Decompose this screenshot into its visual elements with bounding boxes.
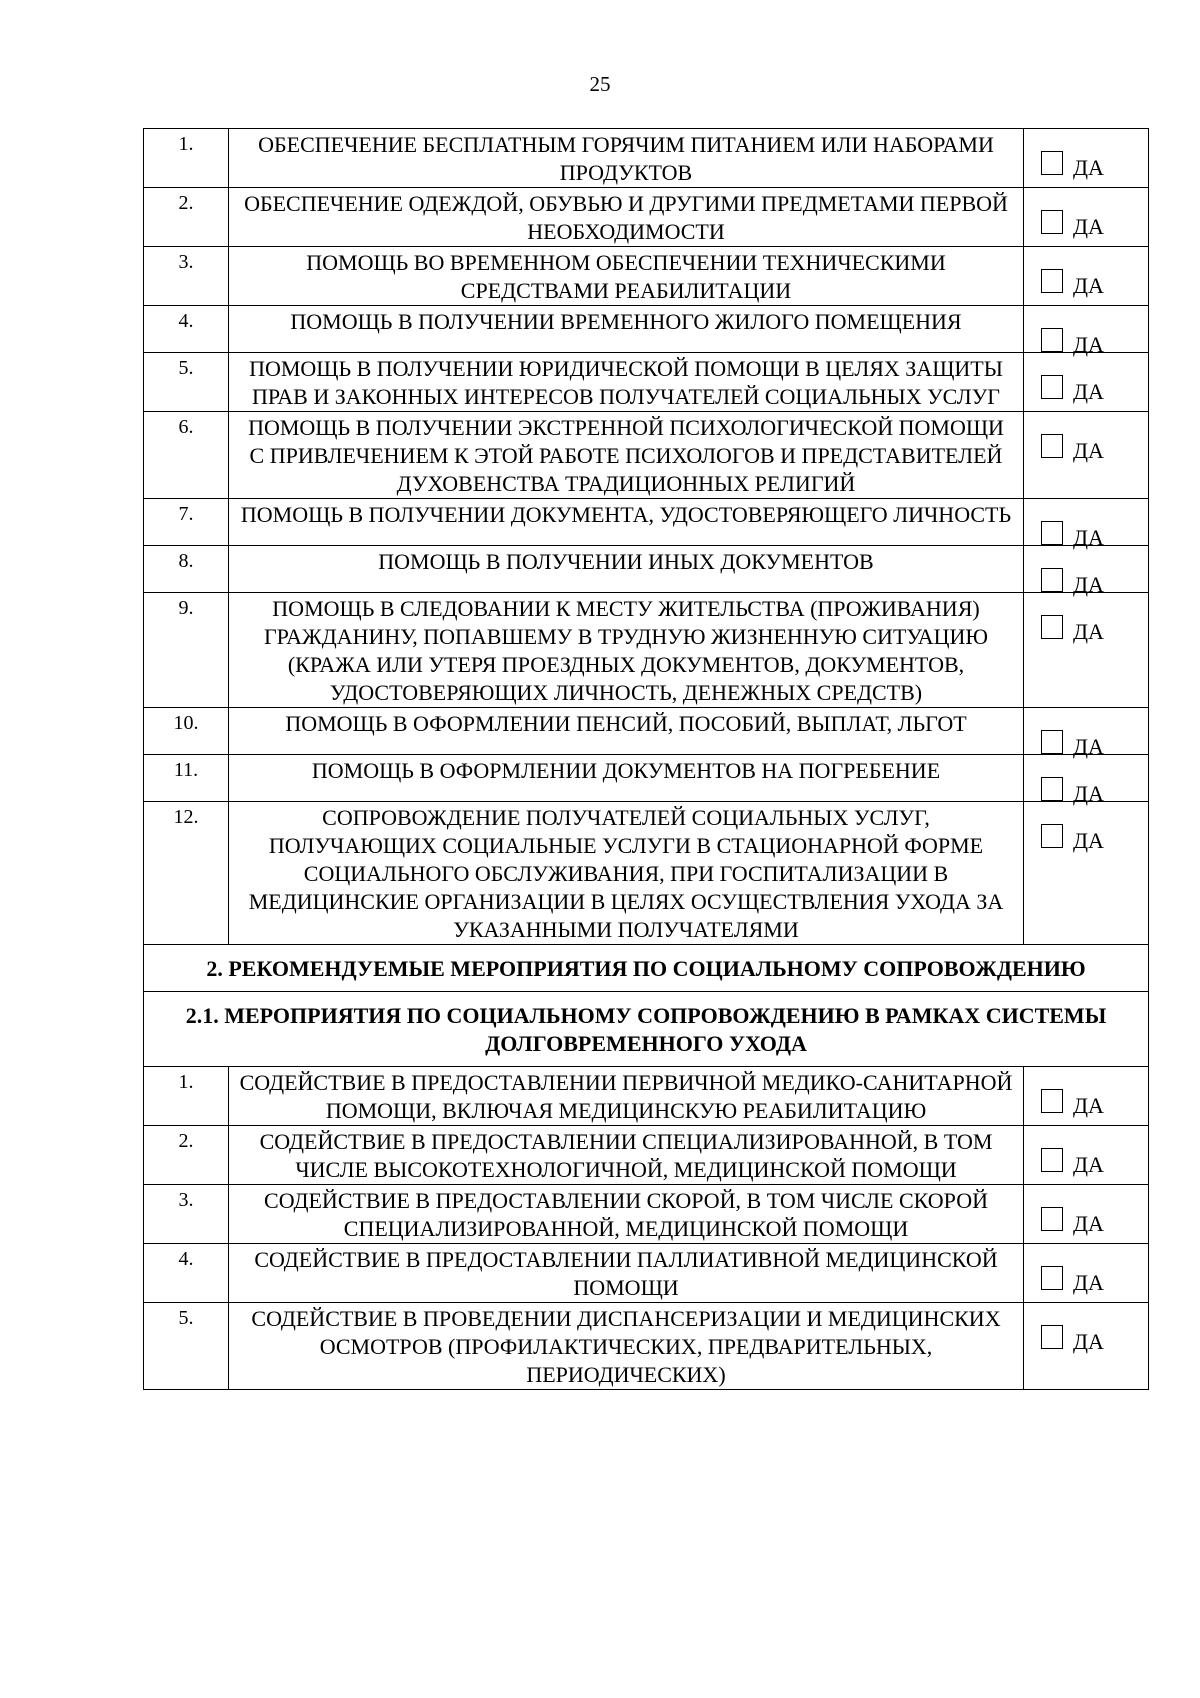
- service-description: ОБЕСПЕЧЕНИЕ БЕСПЛАТНЫМ ГОРЯЧИМ ПИТАНИЕМ ИЛИ НАБОРАМИ ПРОДУКТОВ: [229, 129, 1024, 188]
- table-row: [144, 708, 1149, 755]
- yes-checkbox-group: [1024, 188, 1148, 239]
- table-row: [144, 353, 1149, 412]
- yes-checkbox[interactable]: [1041, 269, 1063, 293]
- yes-checkbox-group: [1024, 1303, 1148, 1354]
- table-row: [144, 1244, 1149, 1303]
- table-row: [144, 129, 1149, 188]
- service-description: СОДЕЙСТВИЕ В ПРЕДОСТАВЛЕНИИ ПЕРВИЧНОЙ МЕДИКО-САНИТАРНОЙ ПОМОЩИ, ВКЛЮЧАЯ МЕДИЦИНСКУЮ РЕАБИЛИТАЦИЮ: [229, 1067, 1024, 1126]
- table-row: [144, 1126, 1149, 1185]
- row-number: 3.: [144, 247, 229, 306]
- yes-checkbox-cell: [1024, 593, 1149, 708]
- row-number: 5.: [144, 353, 229, 412]
- yes-checkbox[interactable]: [1041, 777, 1063, 801]
- row-number: 1.: [144, 1067, 229, 1126]
- yes-checkbox-label: ДА: [1073, 1329, 1104, 1354]
- yes-checkbox-cell: [1024, 129, 1149, 188]
- yes-checkbox-cell: [1024, 188, 1149, 247]
- yes-checkbox-group: [1024, 708, 1148, 759]
- row-number: 6.: [144, 412, 229, 499]
- yes-checkbox[interactable]: [1041, 521, 1063, 545]
- yes-checkbox[interactable]: [1041, 824, 1063, 848]
- yes-checkbox-cell: [1024, 247, 1149, 306]
- service-description: ПОМОЩЬ В ПОЛУЧЕНИИ ДОКУМЕНТА, УДОСТОВЕРЯЮЩЕГО ЛИЧНОСТЬ: [229, 499, 1024, 546]
- yes-checkbox-label: ДА: [1073, 379, 1104, 404]
- yes-checkbox-cell: [1024, 1126, 1149, 1185]
- service-description: ПОМОЩЬ В СЛЕДОВАНИИ К МЕСТУ ЖИТЕЛЬСТВА (ПРОЖИВАНИЯ) ГРАЖДАНИНУ, ПОПАВШЕМУ В ТРУДНУЮ ЖИЗНЕННУЮ СИТУАЦИЮ (КРАЖА ИЛИ УТЕРЯ ПРОЕЗДНЫХ ДОКУМЕНТОВ, ДОКУМЕНТОВ, УДОСТОВЕРЯЮЩИХ ЛИЧНОСТЬ, ДЕНЕЖНЫХ СРЕДСТВ): [229, 593, 1024, 708]
- yes-checkbox-label: ДА: [1073, 332, 1104, 357]
- yes-checkbox[interactable]: [1041, 210, 1063, 234]
- service-description: ПОМОЩЬ В ПОЛУЧЕНИИ ИНЫХ ДОКУМЕНТОВ: [229, 546, 1024, 593]
- section-b-rows: [144, 1067, 1149, 1390]
- service-description: ОБЕСПЕЧЕНИЕ ОДЕЖДОЙ, ОБУВЬЮ И ДРУГИМИ ПРЕДМЕТАМИ ПЕРВОЙ НЕОБХОДИМОСТИ: [229, 188, 1024, 247]
- yes-checkbox-cell: [1024, 755, 1149, 806]
- service-description: ПОМОЩЬ ВО ВРЕМЕННОМ ОБЕСПЕЧЕНИИ ТЕХНИЧЕСКИМИ СРЕДСТВАМИ РЕАБИЛИТАЦИИ: [229, 247, 1024, 306]
- yes-checkbox-cell: [1024, 499, 1149, 550]
- yes-checkbox[interactable]: [1041, 1207, 1063, 1231]
- yes-checkbox-group: [1024, 412, 1148, 463]
- yes-checkbox-cell: [1024, 802, 1149, 945]
- yes-checkbox-label: ДА: [1073, 1211, 1104, 1236]
- yes-checkbox-group: [1024, 1185, 1148, 1236]
- service-description: СОПРОВОЖДЕНИЕ ПОЛУЧАТЕЛЕЙ СОЦИАЛЬНЫХ УСЛУГ, ПОЛУЧАЮЩИХ СОЦИАЛЬНЫЕ УСЛУГИ В СТАЦИОНАРНОЙ ФОРМЕ СОЦИАЛЬНОГО ОБСЛУЖИВАНИЯ, ПРИ ГОСПИТАЛИЗАЦИИ В МЕДИЦИНСКИЕ ОРГАНИЗАЦИИ В ЦЕЛЯХ ОСУЩЕСТВЛЕНИЯ УХОДА ЗА УКАЗАННЫМИ ПОЛУЧАТЕЛЯМИ: [229, 802, 1024, 945]
- table-row: [144, 306, 1149, 353]
- service-description: ПОМОЩЬ В ОФОРМЛЕНИИ ПЕНСИЙ, ПОСОБИЙ, ВЫПЛАТ, ЛЬГОТ: [229, 708, 1024, 755]
- table-row: [144, 247, 1149, 306]
- yes-checkbox-label: ДА: [1073, 734, 1104, 759]
- row-number: 11.: [144, 755, 229, 802]
- service-description: СОДЕЙСТВИЕ В ПРЕДОСТАВЛЕНИИ СПЕЦИАЛИЗИРОВАННОЙ, В ТОМ ЧИСЛЕ ВЫСОКОТЕХНОЛОГИЧНОЙ, МЕДИЦИНСКОЙ ПОМОЩИ: [229, 1126, 1024, 1185]
- yes-checkbox-group: [1024, 755, 1148, 806]
- table-row: [144, 1185, 1149, 1244]
- row-number: 12.: [144, 802, 229, 945]
- yes-checkbox-label: ДА: [1073, 273, 1104, 298]
- yes-checkbox-cell: [1024, 1244, 1149, 1303]
- services-table: [143, 128, 1149, 1390]
- yes-checkbox-cell: [1024, 546, 1149, 597]
- table-row: [144, 499, 1149, 546]
- table-row: [144, 802, 1149, 945]
- section2-title: 2. РЕКОМЕНДУЕМЫЕ МЕРОПРИЯТИЯ ПО СОЦИАЛЬНОМУ СОПРОВОЖДЕНИЮ: [144, 945, 1149, 992]
- yes-checkbox-group: [1024, 1126, 1148, 1177]
- table-row: [144, 546, 1149, 593]
- yes-checkbox[interactable]: [1041, 328, 1063, 352]
- yes-checkbox[interactable]: [1041, 615, 1063, 639]
- yes-checkbox-group: [1024, 499, 1148, 550]
- yes-checkbox-cell: [1024, 412, 1149, 499]
- yes-checkbox-cell: [1024, 353, 1149, 412]
- yes-checkbox-label: ДА: [1073, 525, 1104, 550]
- yes-checkbox-group: [1024, 247, 1148, 298]
- yes-checkbox-label: ДА: [1073, 619, 1104, 644]
- yes-checkbox-cell: [1024, 1067, 1149, 1126]
- yes-checkbox-cell: [1024, 1185, 1149, 1244]
- row-number: 9.: [144, 593, 229, 708]
- section-headers: [144, 945, 1149, 1067]
- yes-checkbox-cell: [1024, 306, 1149, 357]
- service-description: СОДЕЙСТВИЕ В ПРЕДОСТАВЛЕНИИ СКОРОЙ, В ТОМ ЧИСЛЕ СКОРОЙ СПЕЦИАЛИЗИРОВАННОЙ, МЕДИЦИНСКОЙ ПОМОЩИ: [229, 1185, 1024, 1244]
- row-number: 5.: [144, 1303, 229, 1390]
- row-number: 2.: [144, 1126, 229, 1185]
- yes-checkbox-group: [1024, 1244, 1148, 1295]
- yes-checkbox[interactable]: [1041, 730, 1063, 754]
- service-description: ПОМОЩЬ В ОФОРМЛЕНИИ ДОКУМЕНТОВ НА ПОГРЕБЕНИЕ: [229, 755, 1024, 802]
- table-row: [144, 1303, 1149, 1390]
- yes-checkbox-label: ДА: [1073, 572, 1104, 597]
- yes-checkbox[interactable]: [1041, 568, 1063, 592]
- table-row: [144, 188, 1149, 247]
- row-number: 2.: [144, 188, 229, 247]
- yes-checkbox-cell: [1024, 708, 1149, 759]
- yes-checkbox-label: ДА: [1073, 1093, 1104, 1118]
- service-description: СОДЕЙСТВИЕ В ПРЕДОСТАВЛЕНИИ ПАЛЛИАТИВНОЙ МЕДИЦИНСКОЙ ПОМОЩИ: [229, 1244, 1024, 1303]
- row-number: 3.: [144, 1185, 229, 1244]
- yes-checkbox-group: [1024, 306, 1148, 357]
- yes-checkbox-group: [1024, 1067, 1148, 1118]
- table-row: [144, 593, 1149, 708]
- yes-checkbox[interactable]: [1041, 151, 1063, 175]
- service-description: ПОМОЩЬ В ПОЛУЧЕНИИ ЭКСТРЕННОЙ ПСИХОЛОГИЧЕСКОЙ ПОМОЩИ С ПРИВЛЕЧЕНИЕМ К ЭТОЙ РАБОТЕ ПСИХОЛОГОВ И ПРЕДСТАВИТЕЛЕЙ ДУХОВЕНСТВА ТРАДИЦИОННЫХ РЕЛИГИЙ: [229, 412, 1024, 499]
- table-row: [144, 1067, 1149, 1126]
- yes-checkbox-label: ДА: [1073, 438, 1104, 463]
- row-number: 10.: [144, 708, 229, 755]
- section2-header-row: [144, 945, 1149, 992]
- section-a-rows: [144, 129, 1149, 945]
- yes-checkbox-label: ДА: [1073, 214, 1104, 239]
- service-description: ПОМОЩЬ В ПОЛУЧЕНИИ ВРЕМЕННОГО ЖИЛОГО ПОМЕЩЕНИЯ: [229, 306, 1024, 353]
- yes-checkbox[interactable]: [1041, 1325, 1063, 1349]
- yes-checkbox-group: [1024, 593, 1148, 644]
- section21-header-row: [144, 992, 1149, 1067]
- row-number: 1.: [144, 129, 229, 188]
- yes-checkbox-group: [1024, 546, 1148, 597]
- row-number: 4.: [144, 1244, 229, 1303]
- table-row: [144, 755, 1149, 802]
- table-row: [144, 412, 1149, 499]
- row-number: 7.: [144, 499, 229, 546]
- yes-checkbox-group: [1024, 353, 1148, 404]
- section21-title: 2.1. МЕРОПРИЯТИЯ ПО СОЦИАЛЬНОМУ СОПРОВОЖДЕНИЮ В РАМКАХ СИСТЕМЫ ДОЛГОВРЕМЕННОГО УХОДА: [144, 992, 1149, 1067]
- yes-checkbox[interactable]: [1041, 1148, 1063, 1172]
- service-description: ПОМОЩЬ В ПОЛУЧЕНИИ ЮРИДИЧЕСКОЙ ПОМОЩИ В ЦЕЛЯХ ЗАЩИТЫ ПРАВ И ЗАКОННЫХ ИНТЕРЕСОВ ПОЛУЧАТЕЛЕЙ СОЦИАЛЬНЫХ УСЛУГ: [229, 353, 1024, 412]
- service-description: СОДЕЙСТВИЕ В ПРОВЕДЕНИИ ДИСПАНСЕРИЗАЦИИ И МЕДИЦИНСКИХ ОСМОТРОВ (ПРОФИЛАКТИЧЕСКИХ, ПРЕДВАРИТЕЛЬНЫХ, ПЕРИОДИЧЕСКИХ): [229, 1303, 1024, 1390]
- yes-checkbox[interactable]: [1041, 434, 1063, 458]
- yes-checkbox[interactable]: [1041, 375, 1063, 399]
- yes-checkbox-label: ДА: [1073, 781, 1104, 806]
- yes-checkbox[interactable]: [1041, 1266, 1063, 1290]
- row-number: 4.: [144, 306, 229, 353]
- row-number: 8.: [144, 546, 229, 593]
- yes-checkbox[interactable]: [1041, 1089, 1063, 1113]
- yes-checkbox-label: ДА: [1073, 828, 1104, 853]
- yes-checkbox-label: ДА: [1073, 1270, 1104, 1295]
- page-number: 25: [589, 72, 611, 96]
- yes-checkbox-label: ДА: [1073, 155, 1104, 180]
- yes-checkbox-cell: [1024, 1303, 1149, 1390]
- yes-checkbox-group: [1024, 802, 1148, 853]
- yes-checkbox-label: ДА: [1073, 1152, 1104, 1177]
- yes-checkbox-group: [1024, 129, 1148, 180]
